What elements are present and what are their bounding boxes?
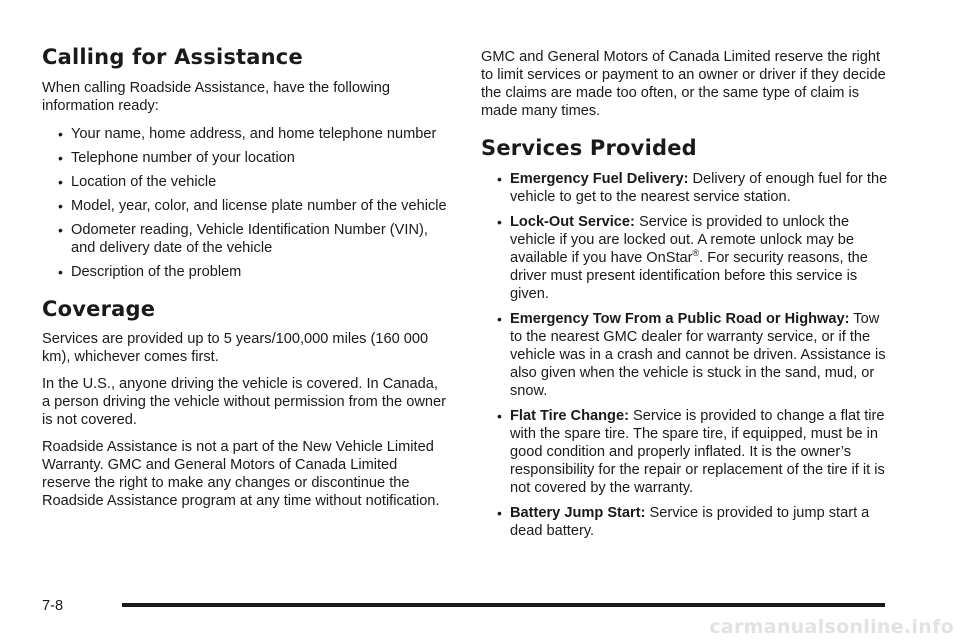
section-title-services-provided: Services Provided (481, 136, 697, 160)
bullet-icon: • (58, 126, 63, 142)
bullet-icon: • (58, 174, 63, 190)
list-item: • Your name, home address, and home telephone number (58, 126, 437, 142)
service-description: Tow to the nearest GMC dealer for warranty service, or if the vehicle was in a crash and cannot be driven. Assistance is also given when the vehicle is stuck in the sand, mud, or snow. (510, 311, 886, 399)
section-title-coverage: Coverage (42, 297, 156, 321)
bullet-icon: • (497, 505, 502, 521)
list-item: • Telephone number of your location (58, 150, 295, 166)
coverage-paragraph: In the U.S., anyone driving the vehicle is covered. In Canada, a person driving the vehicle without permission from the owner is not covered. (42, 376, 446, 428)
service-description-continued: . For security reasons, the driver must present identification before this service is given. (510, 250, 868, 302)
bullet-icon: • (497, 171, 502, 187)
section-title-calling-for-assistance: Calling for Assistance (42, 45, 303, 69)
bullet-icon: • (58, 198, 63, 214)
bullet-icon: • (58, 264, 63, 280)
service-term: Emergency Fuel Delivery: (510, 171, 689, 187)
services-list (481, 170, 891, 540)
bullet-icon: • (497, 408, 502, 424)
service-item-flat-tire (481, 407, 891, 497)
page-number: 7-8 (42, 598, 64, 614)
list-item: • Model, year, color, and license plate number of the vehicle (58, 198, 447, 214)
calling-intro-paragraph: When calling Roadside Assistance, have the following information ready: (42, 80, 391, 114)
coverage-paragraph: Services are provided up to 5 years/100,000 miles (160 000 km), whichever comes first. (42, 331, 429, 365)
service-item-fuel-delivery (481, 170, 891, 206)
bullet-icon: • (58, 222, 63, 238)
service-item-battery-jump (481, 504, 891, 540)
service-description: Service is provided to unlock the vehicle if you are locked out. A remote unlock may be available if you have OnStar (510, 214, 854, 266)
bullet-icon: • (497, 214, 502, 230)
bullet-icon: • (497, 311, 502, 327)
list-item: • Description of the problem (58, 264, 242, 280)
service-item-emergency-tow (481, 310, 891, 400)
registered-mark: ® (692, 248, 700, 259)
service-term: Battery Jump Start: (510, 505, 646, 521)
service-term: Lock-Out Service: (510, 214, 635, 230)
list-item: • Location of the vehicle (58, 174, 217, 190)
limit-services-paragraph: GMC and General Motors of Canada Limited reserve the right to limit services or payment to an owner or driver if they decide the claims are made too often, or the same type of claim is made many times. (481, 49, 886, 119)
service-term: Emergency Tow From a Public Road or Highway: (510, 311, 850, 327)
service-description: Service is provided to change a flat tire with the spare tire. The spare tire, if equipped, must be in good condition and properly inflated. It is the owner’s responsibility for the repair or replacement of the tire if it is not covered by the warranty. (510, 408, 885, 496)
right-column (481, 0, 891, 547)
watermark: carmanualsonline.info (709, 616, 954, 638)
left-column (42, 0, 447, 510)
list-item: • Odometer reading, Vehicle Identification Number (VIN), and delivery date of the vehicle (58, 222, 428, 256)
service-description: Delivery of enough fuel for the vehicle to get to the nearest service station. (510, 171, 888, 205)
service-term: Flat Tire Change: (510, 408, 629, 424)
footer-rule (122, 603, 885, 607)
service-item-lock-out (481, 213, 891, 303)
coverage-paragraph: Roadside Assistance is not a part of the New Vehicle Limited Warranty. GMC and General Motors of Canada Limited reserve the right to make any changes or discontinue the Roadside Assistance program at any time without notification. (42, 439, 440, 509)
information-list (42, 125, 447, 281)
bullet-icon: • (58, 150, 63, 166)
service-description: Service is provided to jump start a dead battery. (510, 505, 870, 539)
